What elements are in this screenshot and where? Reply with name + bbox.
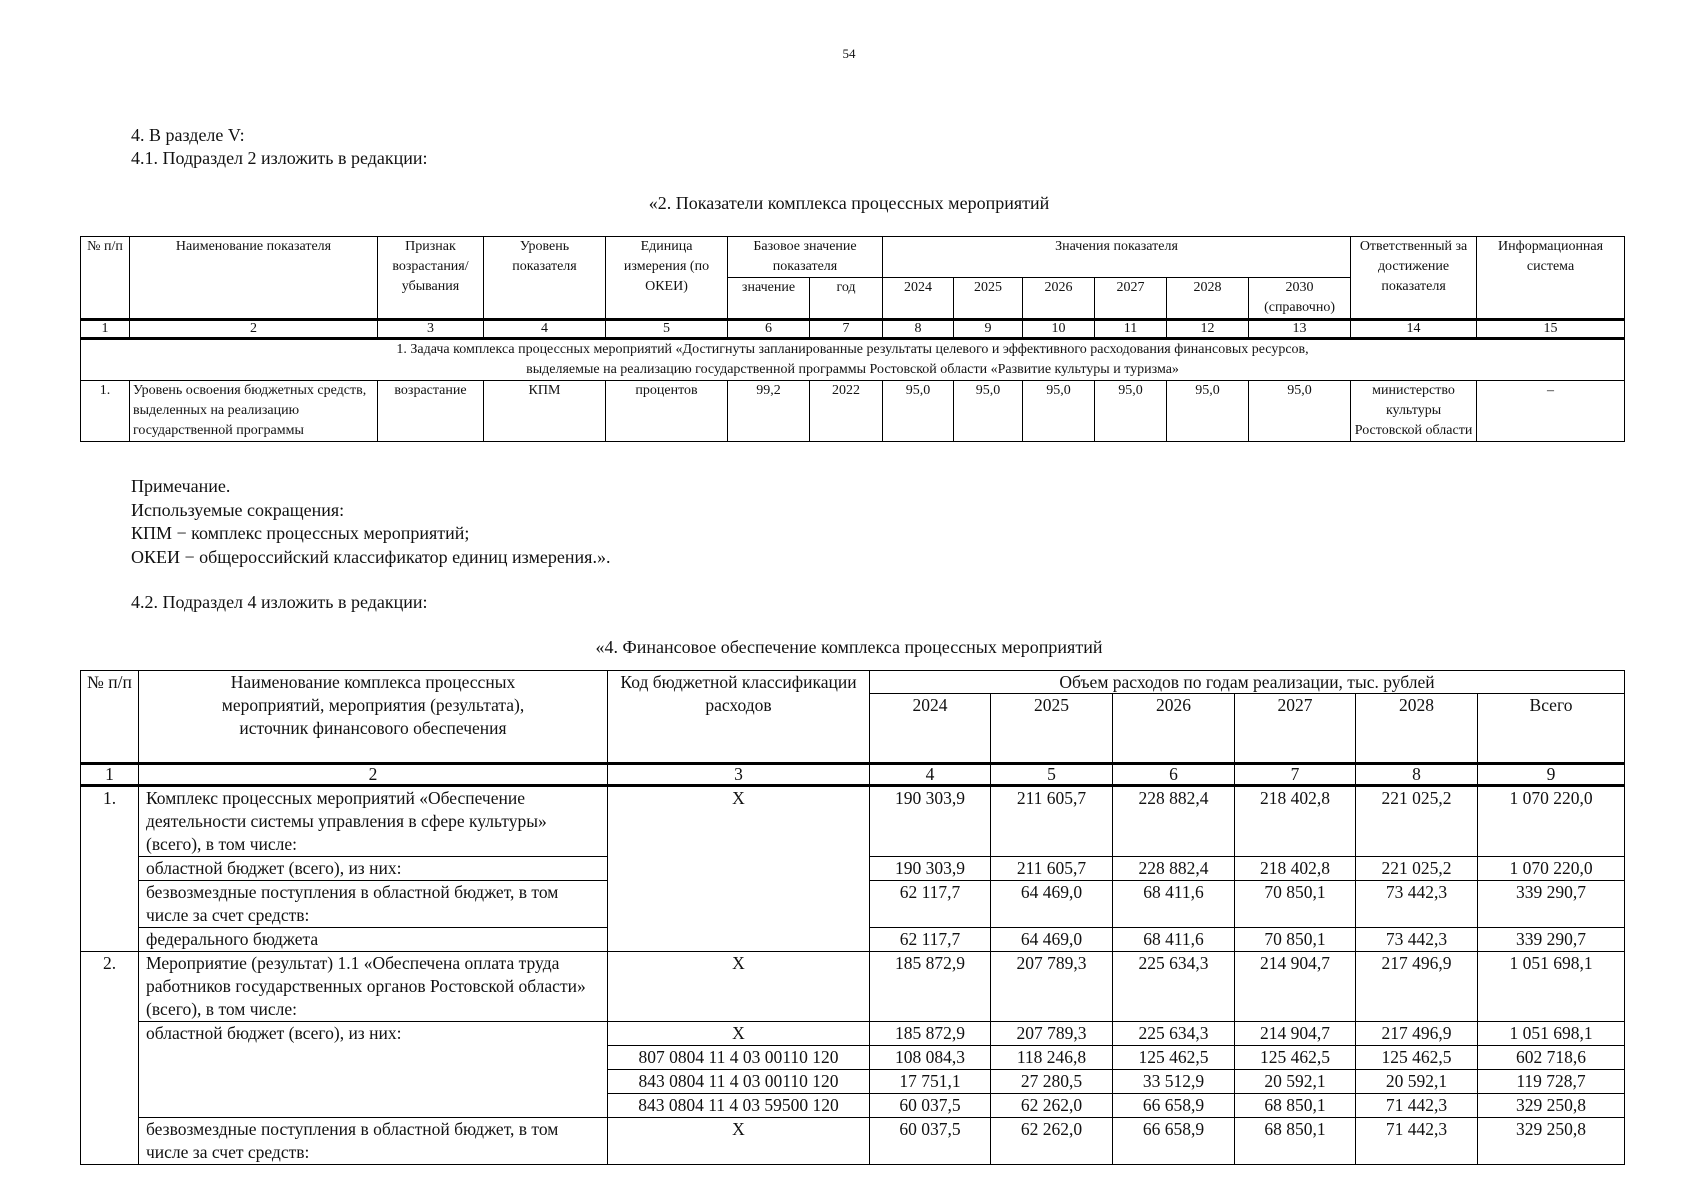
col-header-responsible: Ответственный за достижение показателя — [1351, 237, 1477, 320]
year-value: 95,0 — [1249, 381, 1351, 442]
amount: 225 634,3 — [1113, 1022, 1235, 1046]
col-header-volume: Объем расходов по годам реализации, тыс. рублей — [870, 671, 1625, 694]
col-header-num: № п/п — [81, 237, 130, 320]
amount-total: 1 051 698,1 — [1478, 1022, 1625, 1046]
row-num: 2. — [81, 952, 139, 1165]
column-number: 9 — [1478, 764, 1625, 786]
financing-table — [80, 670, 1625, 1165]
amount: 214 904,7 — [1235, 952, 1356, 1022]
col-header-year: 2030 (справочно) — [1249, 278, 1351, 320]
year-value: 95,0 — [954, 381, 1023, 442]
amount: 68 850,1 — [1235, 1094, 1356, 1118]
table-row — [81, 1022, 1625, 1046]
col-header-base-year: год — [810, 278, 883, 320]
column-number: 6 — [728, 320, 810, 339]
col-header-year: 2024 — [883, 278, 954, 320]
table-row — [81, 1118, 1625, 1165]
table1-title: «2. Показатели комплекса процессных мероприятий — [648, 193, 1050, 213]
note-abbreviations: Используемые сокращения: — [131, 500, 345, 520]
amount: 211 605,7 — [991, 786, 1113, 857]
budget-code: Х — [608, 1118, 870, 1165]
col-header-year: 2026 — [1113, 694, 1235, 764]
budget-code: 843 0804 11 4 03 59500 120 — [608, 1094, 870, 1118]
column-number: 1 — [81, 320, 130, 339]
col-header-level: Уровень показателя — [484, 237, 606, 320]
amount-total: 329 250,8 — [1478, 1118, 1625, 1165]
column-number-row — [81, 320, 1625, 339]
amount: 228 882,4 — [1113, 857, 1235, 881]
amount: 125 462,5 — [1235, 1046, 1356, 1070]
indicator-unit: процентов — [606, 381, 728, 442]
col-header-sign: Признак возрастания/ убывания — [378, 237, 484, 320]
col-header-year: 2025 — [954, 278, 1023, 320]
amount: 221 025,2 — [1356, 786, 1478, 857]
amount: 33 512,9 — [1113, 1070, 1235, 1094]
col-header-year: 2028 — [1167, 278, 1249, 320]
amount: 217 496,9 — [1356, 1022, 1478, 1046]
column-number: 4 — [484, 320, 606, 339]
budget-code: 843 0804 11 4 03 00110 120 — [608, 1070, 870, 1094]
amount: 225 634,3 — [1113, 952, 1235, 1022]
row-num: 1. — [81, 381, 130, 442]
col-header-base: Базовое значение показателя — [728, 237, 883, 278]
base-year: 2022 — [810, 381, 883, 442]
column-number: 7 — [1235, 764, 1356, 786]
col-header-total: Всего — [1478, 694, 1625, 764]
note-title: Примечание. — [131, 476, 231, 496]
column-number: 6 — [1113, 764, 1235, 786]
col-header-base-value: значение — [728, 278, 810, 320]
amount: 228 882,4 — [1113, 786, 1235, 857]
amount: 207 789,3 — [991, 952, 1113, 1022]
subsection-instruction: 4.1. Подраздел 2 изложить в редакции: — [131, 148, 428, 168]
amount-total: 119 728,7 — [1478, 1070, 1625, 1094]
amount: 108 084,3 — [870, 1046, 991, 1070]
col-header-year: 2025 — [991, 694, 1113, 764]
row-num: 1. — [81, 786, 139, 952]
amount: 68 850,1 — [1235, 1118, 1356, 1165]
amount: 60 037,5 — [870, 1094, 991, 1118]
budget-code: Х — [608, 1022, 870, 1046]
amount: 190 303,9 — [870, 786, 991, 857]
amount: 221 025,2 — [1356, 857, 1478, 881]
indicator-name: Уровень освоения бюджетных средств, выделенных на реализацию государственной программы — [130, 381, 378, 442]
indicator-sign: возрастание — [378, 381, 484, 442]
amount: 71 442,3 — [1356, 1118, 1478, 1165]
column-number: 5 — [991, 764, 1113, 786]
column-number: 4 — [870, 764, 991, 786]
amount: 217 496,9 — [1356, 952, 1478, 1022]
amount: 73 442,3 — [1356, 928, 1478, 952]
row-name: Комплекс процессных мероприятий «Обеспечение деятельности системы управления в сфере культуры» (всего), в том числе: — [139, 786, 608, 857]
amount-total: 602 718,6 — [1478, 1046, 1625, 1070]
col-header-name: Наименование комплекса процессных мероприятий, мероприятия (результата), источник финансового обеспечения — [139, 671, 608, 764]
task-heading: 1. Задача комплекса процессных мероприятий «Достигнуты запланированные результаты целевого и эффективного расходования финансовых ресурсов, выделяемые на реализацию государственной программы Ростовской области «Развитие культуры и туризма» — [81, 339, 1625, 381]
amount: 62 117,7 — [870, 881, 991, 928]
amount: 27 280,5 — [991, 1070, 1113, 1094]
amount: 190 303,9 — [870, 857, 991, 881]
column-number: 7 — [810, 320, 883, 339]
table-row — [81, 381, 1625, 442]
col-header-num: № п/п — [81, 671, 139, 764]
column-number: 3 — [378, 320, 484, 339]
column-number: 10 — [1023, 320, 1095, 339]
budget-code: Х — [608, 786, 870, 952]
col-header-name: Наименование показателя — [130, 237, 378, 320]
amount: 118 246,8 — [991, 1046, 1113, 1070]
amount: 17 751,1 — [870, 1070, 991, 1094]
amount: 125 462,5 — [1356, 1046, 1478, 1070]
indicator-level: КПМ — [484, 381, 606, 442]
column-number: 8 — [883, 320, 954, 339]
amount: 62 117,7 — [870, 928, 991, 952]
amount: 218 402,8 — [1235, 857, 1356, 881]
amount: 70 850,1 — [1235, 928, 1356, 952]
column-number: 2 — [130, 320, 378, 339]
amount: 62 262,0 — [991, 1118, 1113, 1165]
base-value: 99,2 — [728, 381, 810, 442]
col-header-year: 2026 — [1023, 278, 1095, 320]
row-name: безвозмездные поступления в областной бюджет, в том числе за счет средств: — [139, 881, 608, 928]
amount: 207 789,3 — [991, 1022, 1113, 1046]
budget-code: Х — [608, 952, 870, 1022]
amount: 214 904,7 — [1235, 1022, 1356, 1046]
year-value: 95,0 — [883, 381, 954, 442]
col-header-code: Код бюджетной классификации расходов — [608, 671, 870, 764]
amount: 68 411,6 — [1113, 928, 1235, 952]
amount: 64 469,0 — [991, 881, 1113, 928]
year-value: 95,0 — [1023, 381, 1095, 442]
column-number: 13 — [1249, 320, 1351, 339]
amount: 60 037,5 — [870, 1118, 991, 1165]
col-header-unit: Единица измерения (по ОКЕИ) — [606, 237, 728, 320]
amount: 71 442,3 — [1356, 1094, 1478, 1118]
col-header-year: 2027 — [1235, 694, 1356, 764]
row-name: федерального бюджета — [139, 928, 608, 952]
column-number-row — [81, 764, 1625, 786]
page-number: 54 — [842, 46, 856, 61]
column-number: 15 — [1477, 320, 1625, 339]
note-okei: ОКЕИ − общероссийский классификатор единиц измерения.». — [131, 547, 611, 567]
amount-total: 329 250,8 — [1478, 1094, 1625, 1118]
amount: 125 462,5 — [1113, 1046, 1235, 1070]
year-value: 95,0 — [1167, 381, 1249, 442]
col-header-info-system: Информационная система — [1477, 237, 1625, 320]
row-name: областной бюджет (всего), из них: — [139, 857, 608, 881]
column-number: 9 — [954, 320, 1023, 339]
column-number: 1 — [81, 764, 139, 786]
amount-total: 339 290,7 — [1478, 881, 1625, 928]
column-number: 5 — [606, 320, 728, 339]
amount: 20 592,1 — [1235, 1070, 1356, 1094]
amount: 218 402,8 — [1235, 786, 1356, 857]
row-name: безвозмездные поступления в областной бюджет, в том числе за счет средств: — [139, 1118, 608, 1165]
year-value: 95,0 — [1095, 381, 1167, 442]
row-name: областной бюджет (всего), из них: — [139, 1022, 608, 1118]
table-row — [81, 786, 1625, 857]
table2-title: «4. Финансовое обеспечение комплекса процессных мероприятий — [595, 637, 1103, 657]
column-number: 12 — [1167, 320, 1249, 339]
col-header-year: 2024 — [870, 694, 991, 764]
amount: 185 872,9 — [870, 1022, 991, 1046]
responsible-body: министерство культуры Ростовской области — [1351, 381, 1477, 442]
amount: 20 592,1 — [1356, 1070, 1478, 1094]
col-header-year: 2028 — [1356, 694, 1478, 764]
amount-total: 1 070 220,0 — [1478, 857, 1625, 881]
amount: 66 658,9 — [1113, 1094, 1235, 1118]
amount: 73 442,3 — [1356, 881, 1478, 928]
amount: 185 872,9 — [870, 952, 991, 1022]
column-number: 2 — [139, 764, 608, 786]
amount: 66 658,9 — [1113, 1118, 1235, 1165]
amount-total: 1 070 220,0 — [1478, 786, 1625, 857]
row-name: Мероприятие (результат) 1.1 «Обеспечена оплата труда работников государственных органов Ростовской области» (всего), в том числе: — [139, 952, 608, 1022]
budget-code: 807 0804 11 4 03 00110 120 — [608, 1046, 870, 1070]
col-header-values: Значения показателя — [883, 237, 1351, 278]
amount-total: 339 290,7 — [1478, 928, 1625, 952]
col-header-year: 2027 — [1095, 278, 1167, 320]
section-heading: 4. В разделе V: — [131, 125, 245, 145]
column-number: 3 — [608, 764, 870, 786]
table-row — [81, 952, 1625, 1022]
info-system: – — [1477, 381, 1625, 442]
column-number: 8 — [1356, 764, 1478, 786]
amount: 62 262,0 — [991, 1094, 1113, 1118]
amount: 211 605,7 — [991, 857, 1113, 881]
note-kpm: КПМ − комплекс процессных мероприятий; — [131, 523, 470, 543]
column-number: 14 — [1351, 320, 1477, 339]
indicators-table — [80, 236, 1625, 442]
amount: 64 469,0 — [991, 928, 1113, 952]
amount: 70 850,1 — [1235, 881, 1356, 928]
amount: 68 411,6 — [1113, 881, 1235, 928]
column-number: 11 — [1095, 320, 1167, 339]
amount-total: 1 051 698,1 — [1478, 952, 1625, 1022]
subsection-instruction: 4.2. Подраздел 4 изложить в редакции: — [131, 592, 428, 612]
